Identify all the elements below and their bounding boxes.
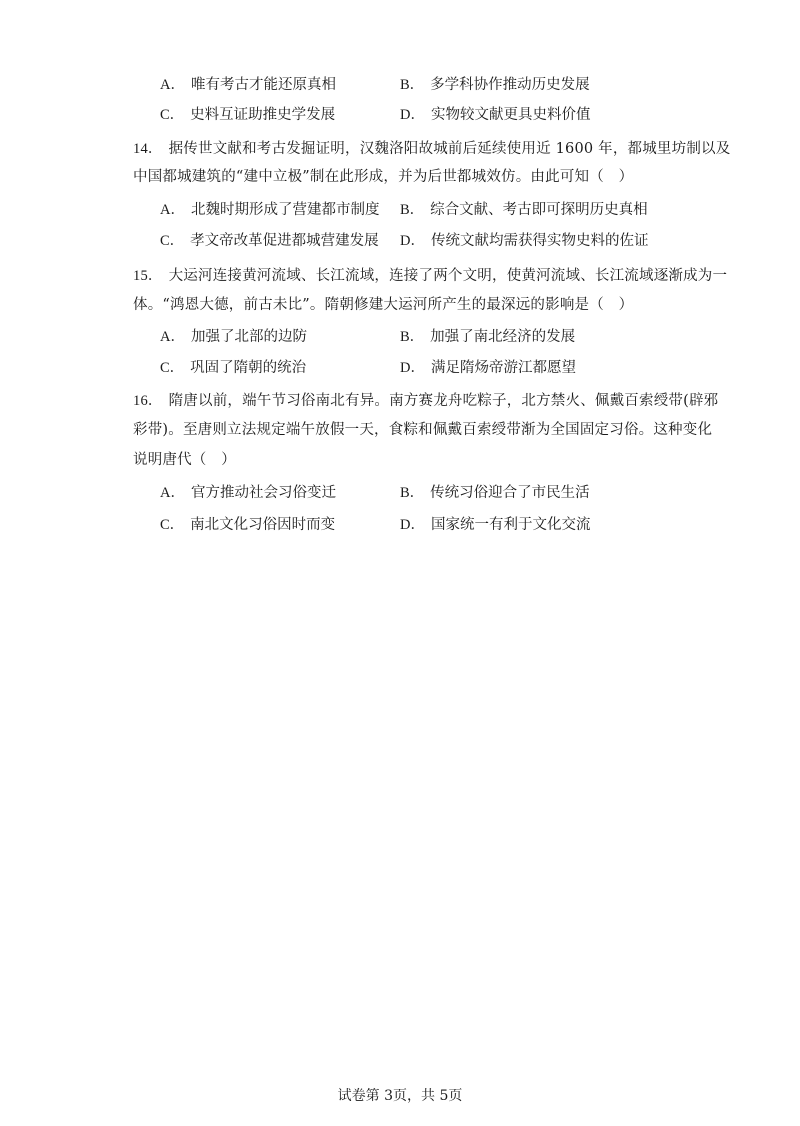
q15-options-row-2 <box>160 356 760 380</box>
q14-stem-line-2: 中国都城建筑的“建中立极”制在此形成，并为后世都城效仿。由此可知（ ） <box>133 169 634 185</box>
q16-option-d: D． 国家统一有利于文化交流 <box>400 517 591 533</box>
q16-options-row-1 <box>160 481 760 505</box>
q14-options-row-1 <box>160 198 760 222</box>
q15-options-row-1 <box>160 325 760 349</box>
q14-option-b: B． 综合文献、考古即可探明历史真相 <box>400 202 648 218</box>
q16-stem-line-2: 彩带)。至唐则立法规定端午放假一天，食粽和佩戴百索绶带渐为全国固定习俗。这种变化 <box>133 422 713 438</box>
q13-option-a: A． 唯有考古才能还原真相 <box>160 77 336 93</box>
q16-options-row-2 <box>160 513 760 537</box>
q13-options-row-2 <box>160 103 760 127</box>
q13-options-row-1 <box>160 73 760 97</box>
q16-stem-line-1: 16． 隋唐以前，端午节习俗南北有异。南方赛龙舟吃粽子，北方禁火、佩戴百索绶带(辟邪 <box>133 393 719 409</box>
q13-option-b: B． 多学科协作推动历史发展 <box>400 77 590 93</box>
q16-option-a: A． 官方推动社会习俗变迁 <box>160 485 336 501</box>
q15-stem-line-2: 体。“鸿恩大德，前古未比”。隋朝修建大运河所产生的最深远的影响是（ ） <box>133 297 634 313</box>
q14-stem-line-1: 14． 据传世文献和考古发掘证明，汉魏洛阳故城前后延续使用近 1600 年，都城里坊制以及 <box>133 141 731 157</box>
q15-option-b: B． 加强了南北经济的发展 <box>400 329 576 345</box>
q15-option-a: A． 加强了北部的边防 <box>160 329 307 345</box>
q16-option-c: C． 南北文化习俗因时而变 <box>160 517 336 533</box>
q13-option-d: D． 实物较文献更具史料价值 <box>400 107 591 123</box>
q16-option-b: B． 传统习俗迎合了市民生活 <box>400 485 590 501</box>
q14-option-d: D． 传统文献均需获得实物史料的佐证 <box>400 233 649 249</box>
q14-option-c: C． 孝文帝改革促进都城营建发展 <box>160 233 379 249</box>
q13-option-c: C． 史料互证助推史学发展 <box>160 107 336 123</box>
q14-options-row-2 <box>160 229 760 253</box>
q14-option-a: A． 北魏时期形成了营建都市制度 <box>160 202 380 218</box>
q15-option-d: D． 满足隋炀帝游江都愿望 <box>400 360 576 376</box>
q15-stem-line-1: 15． 大运河连接黄河流域、长江流域，连接了两个文明，使黄河流域、长江流域逐渐成为一 <box>133 268 728 284</box>
q16-stem-line-3: 说明唐代（ ） <box>133 452 236 468</box>
q15-option-c: C． 巩固了隋朝的统治 <box>160 360 307 376</box>
page-footer: 试卷第 3页，共 5页 <box>337 1088 463 1104</box>
